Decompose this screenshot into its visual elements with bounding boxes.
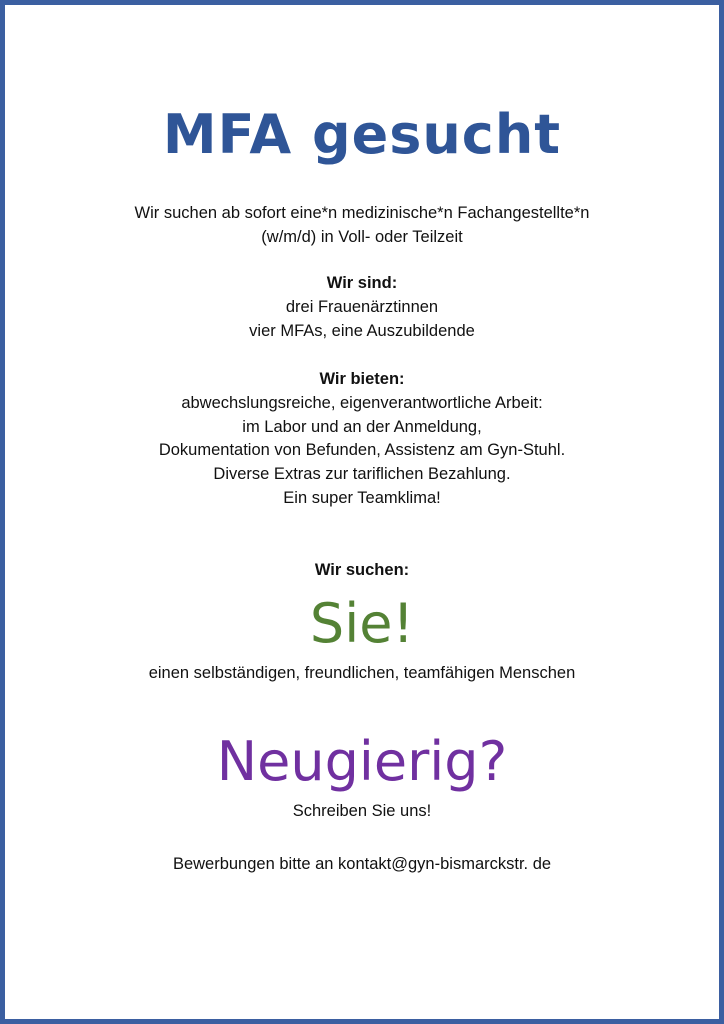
neugierig-headline: Neugierig? — [216, 730, 508, 793]
wir-suchen-heading: Wir suchen: — [314, 561, 410, 579]
wir-bieten-line: Dokumentation von Befunden, Assistenz am Gyn-Stuhl. — [158, 441, 566, 459]
sie-headline: Sie! — [309, 592, 415, 655]
contact-line: Bewerbungen bitte an kontakt@gyn-bismarckstr. de — [172, 855, 552, 873]
flyer-title: MFA gesucht — [162, 103, 562, 166]
wir-sind-line: vier MFAs, eine Auszubildende — [249, 322, 475, 340]
wir-suchen-description: einen selbständigen, freundlichen, teamfähigen Menschen — [148, 664, 576, 682]
wir-sind-line: drei Frauenärztinnen — [285, 298, 439, 316]
wir-bieten-line: Diverse Extras zur tariflichen Bezahlung. — [213, 465, 511, 483]
intro-line-1: Wir suchen ab sofort eine*n medizinische*n Fachangestellte*n — [134, 204, 590, 222]
wir-sind-heading: Wir sind: — [326, 274, 398, 292]
cta-subline: Schreiben Sie uns! — [292, 802, 432, 820]
intro-line-2: (w/m/d) in Voll- oder Teilzeit — [261, 228, 463, 246]
wir-bieten-heading: Wir bieten: — [319, 370, 405, 388]
wir-bieten-line: im Labor und an der Anmeldung, — [242, 418, 482, 436]
wir-bieten-line: abwechslungsreiche, eigenverantwortliche Arbeit: — [181, 394, 543, 412]
wir-bieten-line: Ein super Teamklima! — [283, 489, 441, 507]
